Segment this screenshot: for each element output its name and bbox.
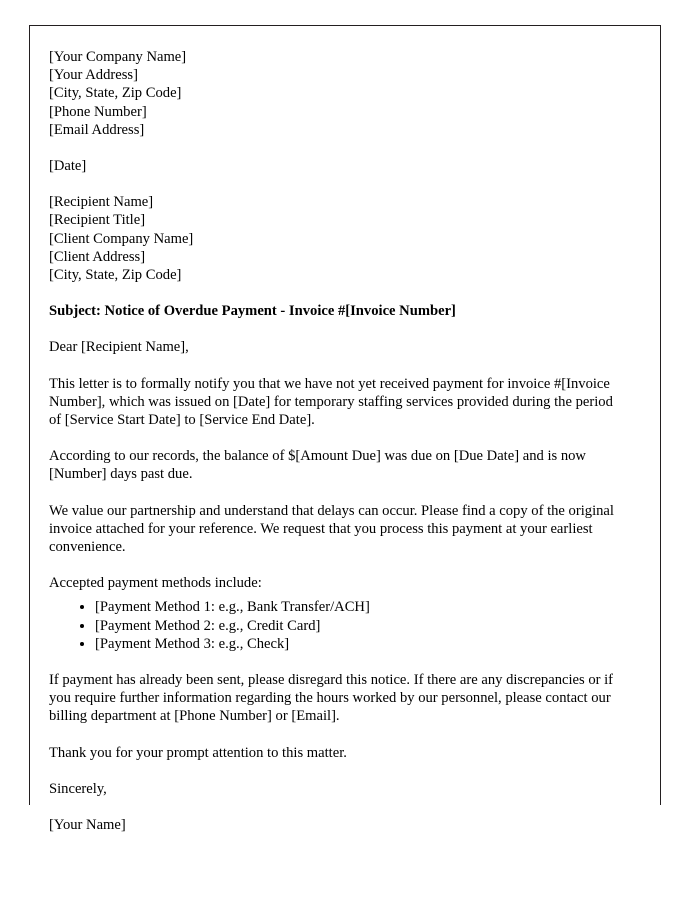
list-item: • [Payment Method 1: e.g., Bank Transfer/ACH] bbox=[95, 598, 615, 616]
recipient-line-title: [Recipient Title] bbox=[49, 212, 146, 229]
sender-line-email: [Email Address] bbox=[49, 121, 145, 138]
recipient-address-block bbox=[49, 193, 615, 284]
signer-name: [Your Name] bbox=[49, 817, 126, 834]
recipient-line-company: [Client Company Name] bbox=[49, 230, 194, 247]
letter-body bbox=[49, 48, 615, 834]
sender-line-phone: [Phone Number] bbox=[49, 103, 147, 120]
document-page-frame bbox=[29, 25, 661, 834]
list-item: • [Payment Method 2: e.g., Credit Card] bbox=[95, 617, 615, 635]
payment-methods-list bbox=[49, 598, 615, 653]
subject-line: Subject: Notice of Overdue Payment - Invoice #[Invoice Number] bbox=[49, 303, 456, 320]
sender-line-address: [Your Address] bbox=[49, 67, 138, 84]
list-item: • [Payment Method 3: e.g., Check] bbox=[95, 635, 615, 653]
recipient-line-name: [Recipient Name] bbox=[49, 194, 154, 211]
recipient-line-address: [Client Address] bbox=[49, 248, 146, 265]
letter-date: [Date] bbox=[49, 158, 87, 175]
sender-line-city-state-zip: [City, State, Zip Code] bbox=[49, 85, 182, 102]
sender-line-company: [Your Company Name] bbox=[49, 49, 187, 65]
recipient-line-city-state-zip: [City, State, Zip Code] bbox=[49, 267, 182, 284]
body-paragraph-1: This letter is to formally notify you that we have not yet received payment for invoice #[Invoice Number], which was issued on [Date] for temporary staffing services provided during the period of [Service Start Date] to [Service End Date]. bbox=[49, 375, 613, 429]
salutation: Dear [Recipient Name], bbox=[49, 339, 189, 356]
closing-paragraph-1: If payment has already been sent, please disregard this notice. If there are any discrepancies or if you require further information regarding the hours worked by our personnel, please contact our billing department at [Phone Number] or [Email]. bbox=[49, 672, 614, 725]
closing-paragraph-2: Thank you for your prompt attention to this matter. bbox=[49, 744, 347, 761]
closing-salutation: Sincerely, bbox=[49, 780, 107, 797]
payment-methods-intro: Accepted payment methods include: bbox=[49, 575, 262, 592]
body-paragraph-3: We value our partnership and understand that delays can occur. Please find a copy of the original invoice attached for your reference. We request that you process this payment at your earliest convenience. bbox=[49, 502, 614, 556]
sender-address-block bbox=[49, 48, 615, 139]
body-paragraph-2: According to our records, the balance of $[Amount Due] was due on [Due Date] and is now [Number] days past due. bbox=[49, 448, 586, 483]
